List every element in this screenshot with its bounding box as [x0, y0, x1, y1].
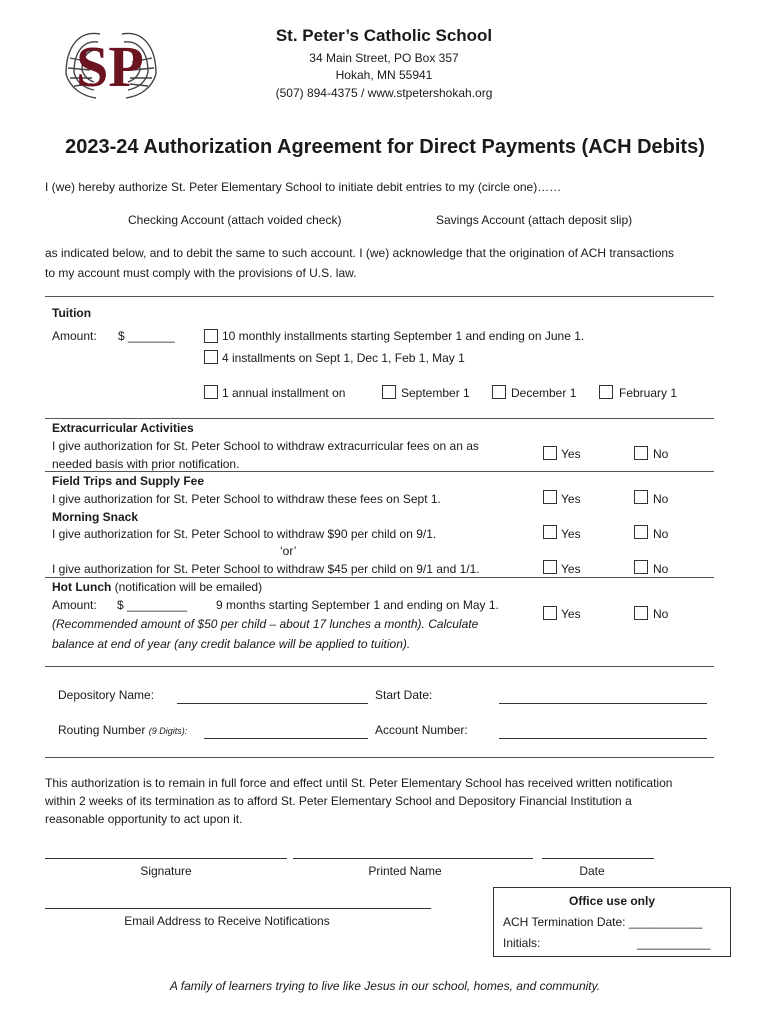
extracurricular-yes-checkbox[interactable] — [543, 446, 557, 460]
school-logo — [60, 14, 160, 116]
field-trips-no-checkbox[interactable] — [634, 490, 648, 504]
depository-name-field[interactable] — [177, 703, 368, 704]
divider — [45, 757, 714, 758]
date-label: Date — [579, 864, 605, 878]
yes-label: Yes — [561, 607, 581, 621]
routing-number-field[interactable] — [204, 738, 368, 739]
tuition-annual-label: 1 annual installment on — [222, 386, 346, 400]
tuition-amount-field[interactable]: $ _______ — [118, 329, 175, 343]
february-label: February 1 — [619, 386, 678, 400]
september-label: September 1 — [401, 386, 470, 400]
snack-text-1: I give authorization for St. Peter School to withdraw $90 per child on 9/1. — [52, 527, 437, 541]
lunch-amount-field[interactable]: $ _________ — [117, 598, 188, 612]
terms-text-3: reasonable opportunity to act upon it. — [45, 812, 243, 826]
ack-text-1: as indicated below, and to debit the same to such account. I (we) acknowledge that the origination of ACH transactions — [45, 246, 675, 260]
checking-account-option[interactable]: Checking Account (attach voided check) — [128, 213, 342, 227]
tuition-quarterly-checkbox[interactable] — [204, 350, 218, 364]
email-field[interactable] — [45, 908, 431, 909]
extracurricular-text-2: needed basis with prior notification. — [52, 457, 240, 471]
divider — [45, 577, 714, 578]
snack-text-2: I give authorization for St. Peter School to withdraw $45 per child on 9/1 and 1/1. — [52, 562, 480, 576]
routing-label — [58, 723, 187, 737]
no-label: No — [653, 607, 669, 621]
no-label: No — [653, 527, 669, 541]
yes-label: Yes — [561, 562, 581, 576]
routing-note: (9 Digits): — [148, 726, 188, 736]
logo-letters: SP — [76, 34, 144, 99]
lunch-months-text: 9 months starting September 1 and ending on May 1. — [216, 598, 499, 612]
snack-yes-checkbox-2[interactable] — [543, 560, 557, 574]
lunch-note-2: balance at end of year (any credit balance will be applied to tuition). — [52, 637, 411, 651]
footer-motto: A family of learners trying to live like Jesus in our school, homes, and community. — [169, 979, 601, 993]
tuition-amount-label: Amount: — [52, 329, 97, 343]
february-checkbox[interactable] — [599, 385, 613, 399]
ack-text-2: to my account must comply with the provisions of U.S. law. — [45, 266, 357, 280]
savings-account-option[interactable]: Savings Account (attach deposit slip) — [436, 213, 633, 227]
yes-label: Yes — [561, 447, 581, 461]
terms-text-1: This authorization is to remain in full force and effect until St. Peter Elementary School has received written notification — [45, 776, 673, 790]
tuition-monthly-checkbox[interactable] — [204, 329, 218, 343]
snack-or: ‘or’ — [280, 544, 297, 558]
office-use-box — [493, 887, 731, 957]
divider — [45, 666, 714, 667]
field-trips-heading: Field Trips and Supply Fee — [52, 474, 205, 488]
no-label: No — [653, 492, 669, 506]
routing-label-text: Routing Number — [58, 723, 146, 737]
start-date-field[interactable] — [499, 703, 707, 704]
tuition-quarterly-label: 4 installments on Sept 1, Dec 1, Feb 1, May 1 — [222, 351, 465, 365]
snack-yes-checkbox-1[interactable] — [543, 525, 557, 539]
printed-name-label: Printed Name — [368, 864, 442, 878]
printed-name-field[interactable] — [293, 858, 533, 859]
divider — [45, 296, 714, 297]
school-contact: (507) 894-4375 / www.stpetershokah.org — [275, 86, 493, 100]
tuition-annual-checkbox[interactable] — [204, 385, 218, 399]
account-number-field[interactable] — [499, 738, 707, 739]
lunch-heading-note: (notification will be emailed) — [111, 580, 263, 594]
signature-field[interactable] — [45, 858, 287, 859]
page-title: 2023-24 Authorization Agreement for Direct Payments (ACH Debits) — [65, 136, 705, 158]
yes-label: Yes — [561, 527, 581, 541]
termination-date-label[interactable]: ACH Termination Date: ___________ — [503, 915, 703, 929]
snack-no-checkbox-1[interactable] — [634, 525, 648, 539]
tuition-monthly-label: 10 monthly installments starting September 1 and ending on June 1. — [222, 329, 585, 343]
tuition-heading: Tuition — [52, 306, 92, 320]
extracurricular-heading: Extracurricular Activities — [52, 421, 194, 435]
extracurricular-no-checkbox[interactable] — [634, 446, 648, 460]
lunch-yes-checkbox[interactable] — [543, 606, 557, 620]
initials-label: Initials: — [503, 936, 541, 950]
field-trips-text: I give authorization for St. Peter School to withdraw these fees on Sept 1. — [52, 492, 441, 506]
initials-field[interactable]: ___________ — [637, 936, 711, 950]
school-address-2: Hokah, MN 55941 — [335, 68, 433, 82]
lunch-no-checkbox[interactable] — [634, 606, 648, 620]
extracurricular-text-1: I give authorization for St. Peter School to withdraw extracurricular fees on an as — [52, 439, 479, 453]
lunch-heading-title: Hot Lunch — [52, 580, 112, 594]
intro-text: I (we) hereby authorize St. Peter Elementary School to initiate debit entries to my (circle one)…… — [45, 180, 562, 194]
december-label: December 1 — [511, 386, 577, 400]
no-label: No — [653, 562, 669, 576]
field-trips-yes-checkbox[interactable] — [543, 490, 557, 504]
divider — [45, 418, 714, 419]
date-field[interactable] — [542, 858, 654, 859]
account-number-label: Account Number: — [375, 723, 468, 737]
school-name: St. Peter’s Catholic School — [275, 26, 493, 45]
email-label: Email Address to Receive Notifications — [124, 914, 330, 928]
no-label: No — [653, 447, 669, 461]
office-use-heading: Office use only — [568, 894, 656, 908]
lunch-amount-label: Amount: — [52, 598, 97, 612]
december-checkbox[interactable] — [492, 385, 506, 399]
school-address-1: 34 Main Street, PO Box 357 — [309, 51, 459, 65]
lunch-note-1: (Recommended amount of $50 per child – about 17 lunches a month). Calculate — [52, 617, 479, 631]
lunch-heading — [52, 580, 262, 594]
start-date-label: Start Date: — [375, 688, 433, 702]
yes-label: Yes — [561, 492, 581, 506]
snack-no-checkbox-2[interactable] — [634, 560, 648, 574]
september-checkbox[interactable] — [382, 385, 396, 399]
terms-text-2: within 2 weeks of its termination as to afford St. Peter Elementary School and Depository Financial Institution a — [45, 794, 632, 808]
snack-heading: Morning Snack — [52, 510, 139, 524]
signature-label: Signature — [140, 864, 192, 878]
depository-label: Depository Name: — [58, 688, 155, 702]
divider — [45, 471, 714, 472]
